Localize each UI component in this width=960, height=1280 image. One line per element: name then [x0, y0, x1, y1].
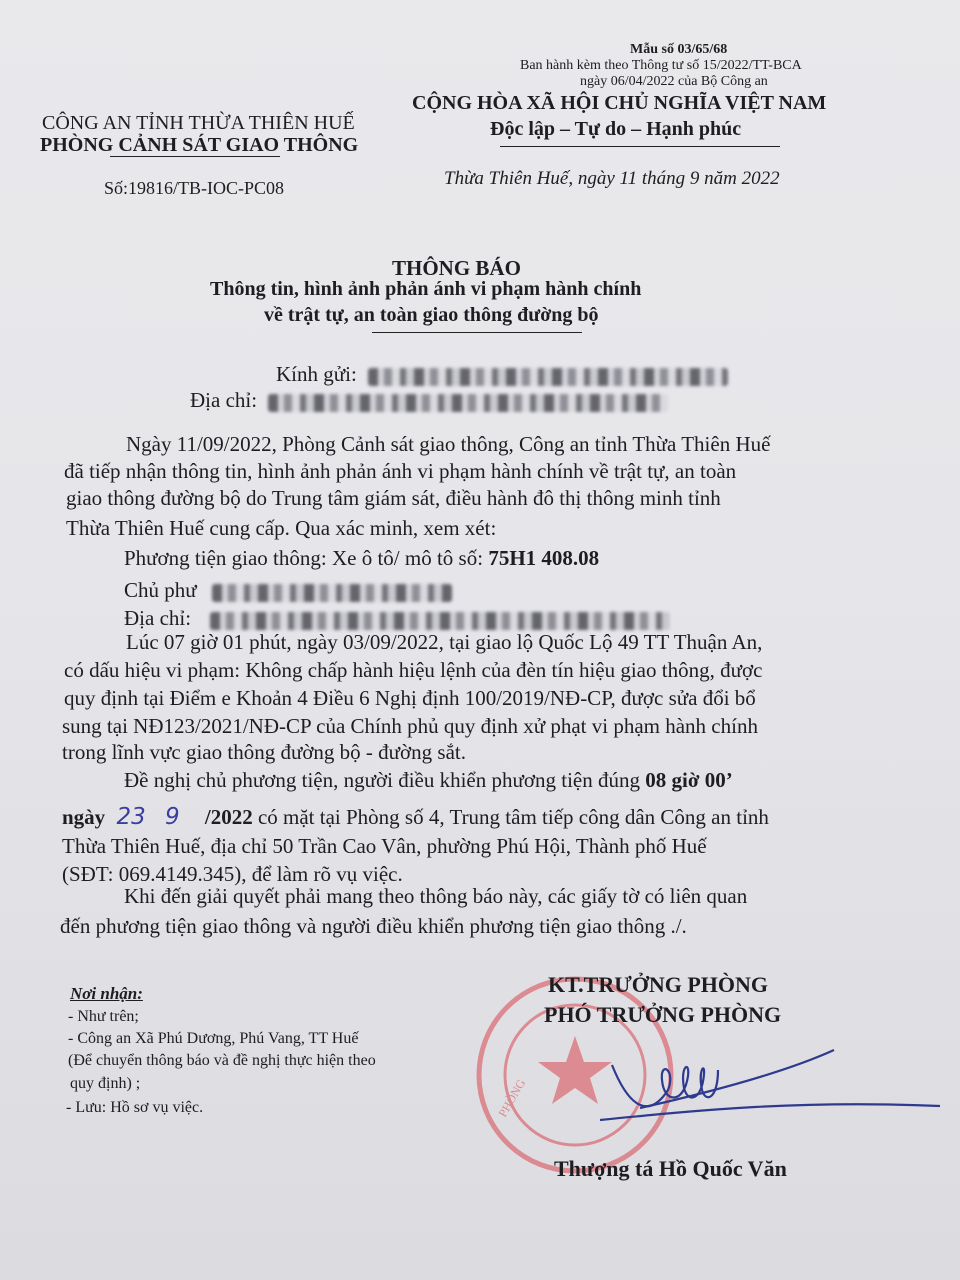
appointment-day-label: ngày	[62, 805, 106, 829]
handwritten-month: 9	[164, 804, 180, 830]
national-motto: Độc lập – Tự do – Hạnh phúc	[490, 118, 742, 140]
recipients-item-3: (Để chuyển thông báo và đề nghị thực hiện theo	[68, 1052, 376, 1069]
document-subtitle-line2: về trật tự, an toàn giao thông đường bộ	[264, 304, 599, 326]
recipient-label: Kính gửi:	[276, 362, 357, 386]
document-subtitle-line1: Thông tin, hình ảnh phản ánh vi phạm hành chính	[210, 278, 642, 300]
stamp-text: PHÒNG	[495, 1076, 529, 1120]
paragraph-2-line-1: Lúc 07 giờ 01 phút, ngày 03/09/2022, tại giao lộ Quốc Lộ 49 TT Thuận An,	[126, 630, 763, 654]
handwritten-day: 23	[116, 804, 146, 830]
issuing-circular-line2: ngày 06/04/2022 của Bộ Công an	[580, 74, 768, 89]
paragraph-2-line-5: trong lĩnh vực giao thông đường bộ - đường sắt.	[62, 740, 466, 764]
vehicle-label: Phương tiện giao thông: Xe ô tô/ mô tô số:	[124, 546, 484, 570]
signature-position-line1: KT.TRƯỞNG PHÒNG	[548, 972, 768, 997]
republic-name: CỘNG HÒA XÃ HỘI CHỦ NGHĨA VIỆT NAM	[412, 92, 827, 114]
paragraph-1-line-1: Ngày 11/09/2022, Phòng Cảnh sát giao thông, Công an tỉnh Thừa Thiên Huế	[126, 432, 771, 456]
recipients-item-4: quy định) ;	[70, 1075, 141, 1092]
form-reference: Mẫu số 03/65/68	[630, 42, 728, 57]
document-title: THÔNG BÁO	[392, 256, 521, 280]
owner-address-label: Địa chỉ:	[124, 606, 192, 630]
paragraph-2-line-2: có dấu hiệu vi phạm: Không chấp hành hiệu lệnh của đèn tín hiệu giao thông, được	[64, 658, 763, 682]
stamp-star-icon	[538, 1036, 612, 1104]
paragraph-4-line-2: đến phương tiện giao thông và người điều khiển phương tiện giao thông ./.	[60, 914, 687, 938]
vehicle-plate: 75H1 408.08	[488, 546, 600, 570]
recipients-item-1: - Như trên;	[68, 1008, 139, 1025]
issuing-circular-line1: Ban hành kèm theo Thông tư số 15/2022/TT-BCA	[520, 58, 802, 73]
owner-label: Chủ phư	[124, 578, 197, 602]
appointment-year: /2022	[204, 805, 253, 829]
appointment-time: 08 giờ 00’	[645, 768, 733, 792]
signature-position-line2: PHÓ TRƯỞNG PHÒNG	[544, 1002, 782, 1027]
paragraph-4-line-1: Khi đến giải quyết phải mang theo thông báo này, các giấy tờ có liên quan	[124, 884, 748, 908]
signer-name: Thượng tá Hồ Quốc Văn	[554, 1156, 787, 1181]
paragraph-3-line-3: Thừa Thiên Huế, địa chỉ 50 Trần Cao Vân, phường Phú Hội, Thành phố Huế	[62, 834, 707, 858]
recipients-title: Nơi nhận:	[70, 984, 143, 1003]
appointment-request-text: Đề nghị chủ phương tiện, người điều khiển phương tiện đúng	[124, 768, 640, 792]
document-number: Số:19816/TB-IOC-PC08	[104, 178, 285, 198]
recipient-address-label: Địa chỉ:	[190, 388, 258, 412]
paragraph-3-line-4: (SĐT: 069.4149.345), để làm rõ vụ việc.	[62, 862, 403, 886]
paragraph-1-line-3: giao thông đường bộ do Trung tâm giám sát, điều hành đô thị thông minh tỉnh	[66, 486, 721, 510]
paragraph-2-line-3: quy định tại Điểm e Khoản 4 Điều 6 Nghị định 100/2019/NĐ-CP, được sửa đổi bổ	[64, 686, 756, 710]
recipients-item-2: - Công an Xã Phú Dương, Phú Vang, TT Huế	[68, 1030, 359, 1047]
appointment-place: có mặt tại Phòng số 4, Trung tâm tiếp công dân Công an tỉnh	[257, 805, 769, 829]
recipients-item-5: - Lưu: Hồ sơ vụ việc.	[66, 1099, 204, 1116]
signature-mark	[600, 1050, 940, 1120]
paragraph-1-line-2: đã tiếp nhận thông tin, hình ảnh phản ánh vi phạm hành chính về trật tự, an toàn	[64, 459, 737, 483]
paragraph-1-line-4: Thừa Thiên Huế cung cấp. Qua xác minh, xem xét:	[66, 516, 497, 540]
paragraph-2-line-4: sung tại NĐ123/2021/NĐ-CP của Chính phủ quy định xử phạt vi phạm hành chính	[62, 714, 758, 738]
place-and-date: Thừa Thiên Huế, ngày 11 tháng 9 năm 2022	[444, 168, 780, 189]
agency-parent: CÔNG AN TỈNH THỪA THIÊN HUẾ	[42, 112, 355, 134]
agency-name: PHÒNG CẢNH SÁT GIAO THÔNG	[40, 134, 359, 156]
